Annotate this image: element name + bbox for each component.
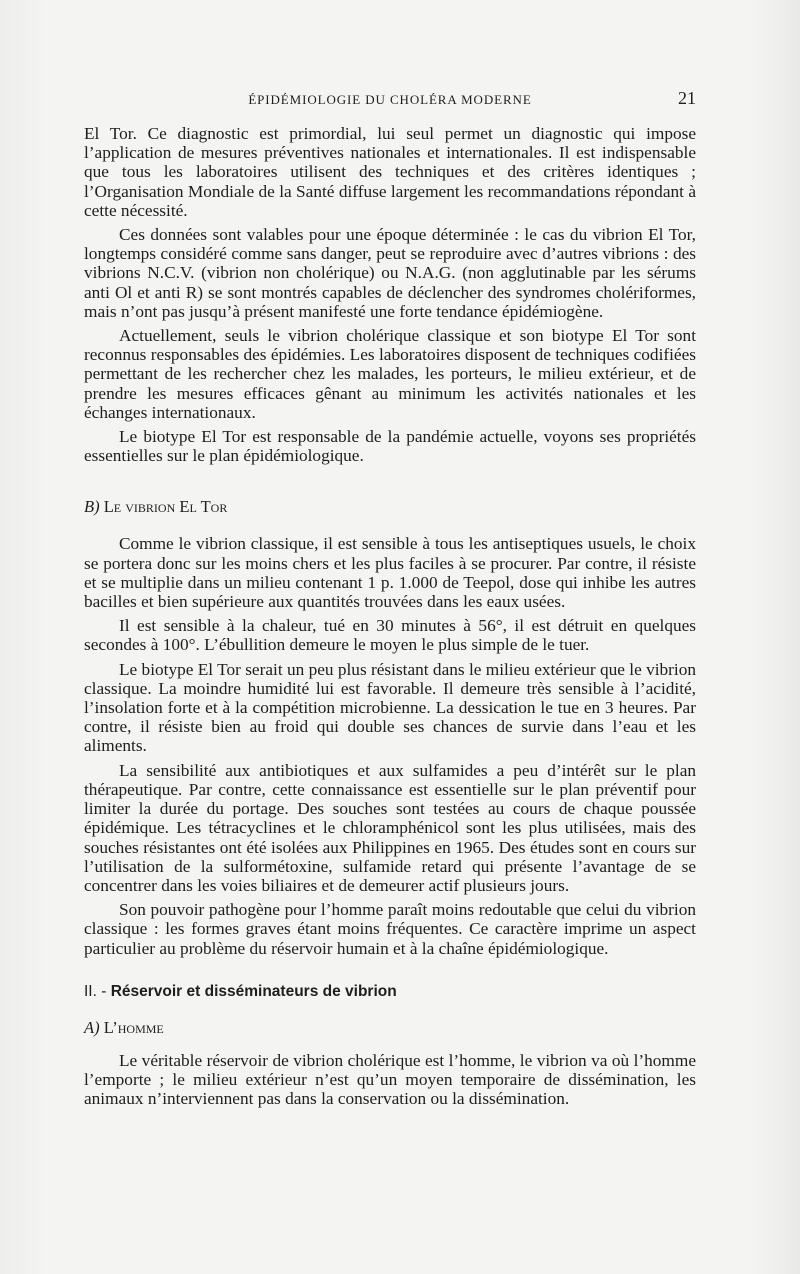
subsection-letter: B) [84,497,100,517]
paragraph: Le biotype El Tor est responsable de la pandémie actuelle, voyons ses propriétés essentielles sur le plan épidémiologique. [84,427,696,466]
body-text [84,124,696,1108]
paragraph: Le véritable réservoir de vibrion cholérique est l’homme, le vibrion va où l’homme l’emporte ; le milieu extérieur n’est qu’un moyen temporaire de dissémination, les animaux n’interviennent pas dans la conservation ou la dissémination. [84,1050,696,1109]
page-header [84,88,696,112]
subsection-heading-a [84,1018,696,1037]
subsection-letter: A) [84,1017,100,1037]
paragraph: Il est sensible à la chaleur, tué en 30 minutes à 56°, il est détruit en quelques secondes à 100°. L’ébullition demeure le moyen le plus simple de le tuer. [84,616,696,655]
paragraph: Son pouvoir pathogène pour l’homme paraît moins redoutable que celui du vibrion classique : les formes graves étant moins fréquentes. Ce caractère imprime un aspect particulier au problème du réservoir humain et à la chaîne épidémiologique. [84,900,696,958]
section-heading-ii [84,982,696,1002]
page-number: 21 [678,88,696,108]
subsection-title: Le vibrion El Tor [103,497,228,517]
section-title: Réservoir et disséminateurs de vibrion [110,982,397,1000]
section-numeral: II. - [84,982,107,1000]
subsection-heading-b [84,497,696,516]
paragraph: La sensibilité aux antibiotiques et aux sulfamides a peu d’intérêt sur le plan thérapeutique. Par contre, cette connaissance est essentielle sur le plan préventif pour limiter la durée du portage. Des souches sont testées au cours de chaque poussée épidémique. Les tétracyclines et le chloramphénicol sont les plus utilisées, mais des souches résistantes ont été isolées aux Philippines en 1965. Des études sont en cours sur l’utilisation de la sulformétoxine, sulfamide retard qui présente l’avantage de se concentrer dans les voies biliaires et de demeurer actif plusieurs jours. [84,760,696,895]
subsection-title: L’homme [103,1017,164,1037]
paragraph: Actuellement, seuls le vibrion cholérique classique et son biotype El Tor sont reconnus responsables des épidémies. Les laboratoires disposent de techniques codifiées permettant de les rechercher chez les malades, les porteurs, le milieu extérieur, et de prendre les mesures efficaces gênant au minimum les activités nationales et les échanges internationaux. [84,326,696,422]
paragraph: Ces données sont valables pour une époque déterminée : le cas du vibrion El Tor, longtemps considéré comme sans danger, peut se reproduire avec d’autres vibrions : des vibrions N.C.V. (vibrion non cholérique) ou N.A.G. (non agglutinable par les sérums anti Ol et anti R) se sont montrés capables de déclencher des syndromes cholériformes, mais n’ont pas jusqu’à présent manifesté une forte tendance épidémiogène. [84,225,696,321]
paragraph: Le biotype El Tor serait un peu plus résistant dans le milieu extérieur que le vibrion classique. La moindre humidité lui est favorable. Il demeure très sensible à l’acidité, l’insolation forte et à la compétition microbienne. La dessication le tue en 3 heures. Par contre, il résiste bien au froid qui double ses chances de survie dans l’eau et les aliments. [84,659,696,756]
paragraph: El Tor. Ce diagnostic est primordial, lui seul permet un diagnostic qui impose l’application de mesures préventives nationales et internationales. Il est indispensable que tous les laboratoires utilisent des techniques et des critères identiques ; l’Organisation Mondiale de la Santé diffuse largement les recommandations répondant à cette nécessité. [84,124,696,220]
running-title: ÉPIDÉMIOLOGIE DU CHOLÉRA MODERNE [248,92,532,107]
paragraph: Comme le vibrion classique, il est sensible à tous les antiseptiques usuels, le choix se portera donc sur les moins chers et les plus faciles à se procurer. Par contre, il résiste et se multiplie dans un milieu contenant 1 p. 1.000 de Teepol, dose qui inhibe les autres bacilles et bien supérieure aux quantités trouvées dans les eaux usées. [84,534,696,612]
